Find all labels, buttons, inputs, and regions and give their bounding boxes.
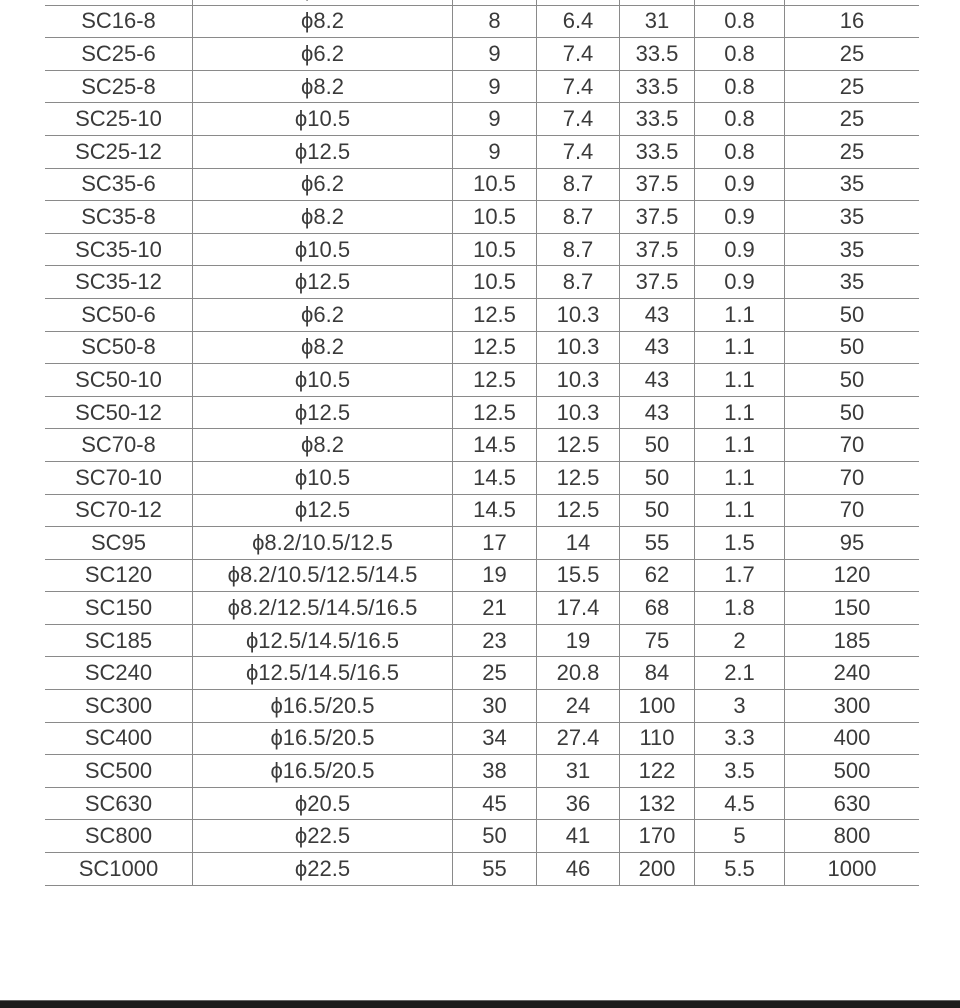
section-cell: 25 bbox=[785, 103, 920, 136]
hole-diameter-cell: ϕ6.2 bbox=[193, 298, 453, 331]
section-cell: 50 bbox=[785, 331, 920, 364]
table-row bbox=[45, 722, 919, 755]
table-row bbox=[45, 364, 919, 397]
model-cell: SC25-10 bbox=[45, 103, 193, 136]
model-cell: SC630 bbox=[45, 787, 193, 820]
dim-a-cell: 9 bbox=[453, 38, 537, 71]
dim-a-cell: 10.5 bbox=[453, 168, 537, 201]
dim-a-cell: 9 bbox=[453, 103, 537, 136]
section-cell: 630 bbox=[785, 787, 920, 820]
thickness-cell: 3.3 bbox=[695, 722, 785, 755]
dim-a-cell: 45 bbox=[453, 787, 537, 820]
thickness-cell: 0.8 bbox=[695, 5, 785, 38]
length-cell: 33.5 bbox=[620, 70, 695, 103]
hole-diameter-cell: ϕ12.5/14.5/16.5 bbox=[193, 624, 453, 657]
hole-diameter-cell: ϕ12.5 bbox=[193, 396, 453, 429]
thickness-cell: 1.1 bbox=[695, 331, 785, 364]
length-cell: 33.5 bbox=[620, 135, 695, 168]
section-cell: 50 bbox=[785, 396, 920, 429]
table-row bbox=[45, 233, 919, 266]
model-cell: SC25-8 bbox=[45, 70, 193, 103]
length-cell: 43 bbox=[620, 298, 695, 331]
dim-b-cell: 41 bbox=[537, 820, 620, 853]
thickness-cell: 1.8 bbox=[695, 592, 785, 625]
hole-diameter-cell: ϕ8.2/10.5/12.5/14.5 bbox=[193, 559, 453, 592]
section-cell: 35 bbox=[785, 201, 920, 234]
hole-diameter-cell: ϕ8.2 bbox=[193, 5, 453, 38]
dim-a-cell: 10.5 bbox=[453, 266, 537, 299]
thickness-cell: 1.1 bbox=[695, 396, 785, 429]
table-row bbox=[45, 168, 919, 201]
length-cell: 43 bbox=[620, 331, 695, 364]
table-row bbox=[45, 820, 919, 853]
length-cell: 50 bbox=[620, 461, 695, 494]
length-cell: 100 bbox=[620, 690, 695, 723]
dim-a-cell: 10.5 bbox=[453, 201, 537, 234]
length-cell: 31 bbox=[620, 5, 695, 38]
dim-b-cell: 20.8 bbox=[537, 657, 620, 690]
length-cell: 170 bbox=[620, 820, 695, 853]
hole-diameter-cell: ϕ12.5/14.5/16.5 bbox=[193, 657, 453, 690]
dim-b-cell: 19 bbox=[537, 624, 620, 657]
model-cell: SC185 bbox=[45, 624, 193, 657]
dim-a-cell: 9 bbox=[453, 135, 537, 168]
table-row bbox=[45, 396, 919, 429]
hole-diameter-cell: ϕ16.5/20.5 bbox=[193, 690, 453, 723]
thickness-cell: 4.5 bbox=[695, 787, 785, 820]
hole-diameter-cell: ϕ6.2 bbox=[193, 168, 453, 201]
dim-b-cell: 27.4 bbox=[537, 722, 620, 755]
table-row bbox=[45, 298, 919, 331]
table-row bbox=[45, 70, 919, 103]
dim-a-cell: 12.5 bbox=[453, 396, 537, 429]
hole-diameter-cell: ϕ6.2 bbox=[193, 38, 453, 71]
dim-a-cell: 38 bbox=[453, 755, 537, 788]
dim-a-cell: 25 bbox=[453, 657, 537, 690]
thickness-cell: 3.5 bbox=[695, 755, 785, 788]
model-cell: SC16-8 bbox=[45, 5, 193, 38]
spec-table bbox=[45, 0, 919, 886]
section-cell: 185 bbox=[785, 624, 920, 657]
length-cell: 75 bbox=[620, 624, 695, 657]
table-row bbox=[45, 429, 919, 462]
thickness-cell: 1.1 bbox=[695, 461, 785, 494]
dim-b-cell: 12.5 bbox=[537, 494, 620, 527]
section-cell: 1000 bbox=[785, 853, 920, 886]
thickness-cell: 0.8 bbox=[695, 70, 785, 103]
thickness-cell: 0.8 bbox=[695, 103, 785, 136]
thickness-cell: 1.5 bbox=[695, 527, 785, 560]
table-row bbox=[45, 5, 919, 38]
length-cell: 37.5 bbox=[620, 233, 695, 266]
hole-diameter-cell: ϕ8.2 bbox=[193, 429, 453, 462]
thickness-cell: 0.9 bbox=[695, 266, 785, 299]
dim-b-cell: 8.7 bbox=[537, 266, 620, 299]
thickness-cell: 1.7 bbox=[695, 559, 785, 592]
table-row bbox=[45, 266, 919, 299]
length-cell: 33.5 bbox=[620, 38, 695, 71]
section-cell: 35 bbox=[785, 168, 920, 201]
dim-b-cell: 46 bbox=[537, 853, 620, 886]
length-cell: 55 bbox=[620, 527, 695, 560]
dim-b-cell: 14 bbox=[537, 527, 620, 560]
length-cell: 200 bbox=[620, 853, 695, 886]
table-row bbox=[45, 592, 919, 625]
table-row bbox=[45, 461, 919, 494]
thickness-cell: 0.8 bbox=[695, 135, 785, 168]
section-cell: 25 bbox=[785, 135, 920, 168]
thickness-cell: 5 bbox=[695, 820, 785, 853]
table-row bbox=[45, 135, 919, 168]
dim-a-cell: 19 bbox=[453, 559, 537, 592]
model-cell: SC70-12 bbox=[45, 494, 193, 527]
thickness-cell: 1.1 bbox=[695, 494, 785, 527]
model-cell: SC35-6 bbox=[45, 168, 193, 201]
hole-diameter-cell: ϕ10.5 bbox=[193, 461, 453, 494]
thickness-cell: 0.9 bbox=[695, 201, 785, 234]
section-cell: 800 bbox=[785, 820, 920, 853]
table-row bbox=[45, 657, 919, 690]
length-cell: 110 bbox=[620, 722, 695, 755]
dim-a-cell: 12.5 bbox=[453, 364, 537, 397]
dim-b-cell: 8.7 bbox=[537, 168, 620, 201]
section-cell: 25 bbox=[785, 38, 920, 71]
model-cell: SC35-12 bbox=[45, 266, 193, 299]
dim-b-cell: 17.4 bbox=[537, 592, 620, 625]
dim-b-cell: 7.4 bbox=[537, 135, 620, 168]
thickness-cell: 0.9 bbox=[695, 168, 785, 201]
thickness-cell: 1.1 bbox=[695, 298, 785, 331]
dim-b-cell: 8.7 bbox=[537, 233, 620, 266]
section-cell: 35 bbox=[785, 233, 920, 266]
dim-b-cell: 12.5 bbox=[537, 429, 620, 462]
length-cell: 50 bbox=[620, 429, 695, 462]
table-row bbox=[45, 527, 919, 560]
dim-a-cell: 21 bbox=[453, 592, 537, 625]
dim-a-cell: 12.5 bbox=[453, 298, 537, 331]
hole-diameter-cell: ϕ12.5 bbox=[193, 494, 453, 527]
section-cell: 95 bbox=[785, 527, 920, 560]
dim-a-cell: 14.5 bbox=[453, 494, 537, 527]
length-cell: 43 bbox=[620, 396, 695, 429]
model-cell: SC25-12 bbox=[45, 135, 193, 168]
model-cell: SC1000 bbox=[45, 853, 193, 886]
hole-diameter-cell: ϕ16.5/20.5 bbox=[193, 755, 453, 788]
section-cell: 25 bbox=[785, 70, 920, 103]
dim-b-cell: 15.5 bbox=[537, 559, 620, 592]
hole-diameter-cell: ϕ12.5 bbox=[193, 135, 453, 168]
length-cell: 122 bbox=[620, 755, 695, 788]
section-cell: 120 bbox=[785, 559, 920, 592]
dim-b-cell: 10.3 bbox=[537, 331, 620, 364]
dim-a-cell: 12.5 bbox=[453, 331, 537, 364]
section-cell: 70 bbox=[785, 494, 920, 527]
model-cell: SC150 bbox=[45, 592, 193, 625]
model-cell: SC50-8 bbox=[45, 331, 193, 364]
length-cell: 50 bbox=[620, 494, 695, 527]
dim-b-cell: 24 bbox=[537, 690, 620, 723]
model-cell: SC70-10 bbox=[45, 461, 193, 494]
dim-b-cell: 6.4 bbox=[537, 5, 620, 38]
model-cell: SC35-8 bbox=[45, 201, 193, 234]
dim-a-cell: 50 bbox=[453, 820, 537, 853]
table-row bbox=[45, 559, 919, 592]
dim-a-cell: 17 bbox=[453, 527, 537, 560]
table-row bbox=[45, 103, 919, 136]
table-row bbox=[45, 201, 919, 234]
section-cell: 35 bbox=[785, 266, 920, 299]
dim-b-cell: 12.5 bbox=[537, 461, 620, 494]
model-cell: SC35-10 bbox=[45, 233, 193, 266]
thickness-cell: 3 bbox=[695, 690, 785, 723]
hole-diameter-cell: ϕ8.2 bbox=[193, 331, 453, 364]
hole-diameter-cell: ϕ10.5 bbox=[193, 233, 453, 266]
model-cell: SC400 bbox=[45, 722, 193, 755]
length-cell: 84 bbox=[620, 657, 695, 690]
hole-diameter-cell: ϕ8.2/10.5/12.5 bbox=[193, 527, 453, 560]
dim-b-cell: 10.3 bbox=[537, 298, 620, 331]
model-cell: SC50-12 bbox=[45, 396, 193, 429]
length-cell: 37.5 bbox=[620, 201, 695, 234]
dim-a-cell: 9 bbox=[453, 70, 537, 103]
table-row bbox=[45, 755, 919, 788]
section-cell: 16 bbox=[785, 5, 920, 38]
hole-diameter-cell: ϕ8.2 bbox=[193, 70, 453, 103]
table-row bbox=[45, 38, 919, 71]
section-cell: 50 bbox=[785, 364, 920, 397]
model-cell: SC95 bbox=[45, 527, 193, 560]
dim-a-cell: 8 bbox=[453, 5, 537, 38]
thickness-cell: 2.1 bbox=[695, 657, 785, 690]
hole-diameter-cell: ϕ12.5 bbox=[193, 266, 453, 299]
table-row bbox=[45, 853, 919, 886]
dim-a-cell: 23 bbox=[453, 624, 537, 657]
thickness-cell: 0.8 bbox=[695, 38, 785, 71]
length-cell: 43 bbox=[620, 364, 695, 397]
table-row bbox=[45, 624, 919, 657]
dim-b-cell: 7.4 bbox=[537, 103, 620, 136]
section-cell: 500 bbox=[785, 755, 920, 788]
length-cell: 132 bbox=[620, 787, 695, 820]
model-cell: SC240 bbox=[45, 657, 193, 690]
model-cell: SC300 bbox=[45, 690, 193, 723]
hole-diameter-cell: ϕ10.5 bbox=[193, 103, 453, 136]
thickness-cell: 2 bbox=[695, 624, 785, 657]
hole-diameter-cell: ϕ22.5 bbox=[193, 853, 453, 886]
thickness-cell: 1.1 bbox=[695, 364, 785, 397]
dim-a-cell: 55 bbox=[453, 853, 537, 886]
dim-a-cell: 14.5 bbox=[453, 429, 537, 462]
model-cell: SC50-10 bbox=[45, 364, 193, 397]
dim-a-cell: 14.5 bbox=[453, 461, 537, 494]
thickness-cell: 0.9 bbox=[695, 233, 785, 266]
section-cell: 50 bbox=[785, 298, 920, 331]
table-row bbox=[45, 494, 919, 527]
table-row bbox=[45, 690, 919, 723]
dim-b-cell: 10.3 bbox=[537, 364, 620, 397]
hole-diameter-cell: ϕ20.5 bbox=[193, 787, 453, 820]
length-cell: 37.5 bbox=[620, 168, 695, 201]
length-cell: 37.5 bbox=[620, 266, 695, 299]
hole-diameter-cell: ϕ8.2 bbox=[193, 201, 453, 234]
spec-table-body bbox=[45, 0, 919, 885]
dim-a-cell: 34 bbox=[453, 722, 537, 755]
dim-b-cell: 8.7 bbox=[537, 201, 620, 234]
hole-diameter-cell: ϕ10.5 bbox=[193, 364, 453, 397]
section-cell: 150 bbox=[785, 592, 920, 625]
section-cell: 70 bbox=[785, 429, 920, 462]
length-cell: 68 bbox=[620, 592, 695, 625]
dim-a-cell: 30 bbox=[453, 690, 537, 723]
dim-b-cell: 10.3 bbox=[537, 396, 620, 429]
dim-b-cell: 36 bbox=[537, 787, 620, 820]
model-cell: SC50-6 bbox=[45, 298, 193, 331]
thickness-cell: 5.5 bbox=[695, 853, 785, 886]
model-cell: SC25-6 bbox=[45, 38, 193, 71]
hole-diameter-cell: ϕ8.2/12.5/14.5/16.5 bbox=[193, 592, 453, 625]
section-cell: 70 bbox=[785, 461, 920, 494]
hole-diameter-cell: ϕ22.5 bbox=[193, 820, 453, 853]
dim-b-cell: 7.4 bbox=[537, 70, 620, 103]
dim-a-cell: 10.5 bbox=[453, 233, 537, 266]
section-cell: 400 bbox=[785, 722, 920, 755]
model-cell: SC500 bbox=[45, 755, 193, 788]
hole-diameter-cell: ϕ16.5/20.5 bbox=[193, 722, 453, 755]
length-cell: 62 bbox=[620, 559, 695, 592]
dim-b-cell: 31 bbox=[537, 755, 620, 788]
table-row bbox=[45, 331, 919, 364]
dim-b-cell: 7.4 bbox=[537, 38, 620, 71]
section-cell: 240 bbox=[785, 657, 920, 690]
table-row bbox=[45, 787, 919, 820]
model-cell: SC70-8 bbox=[45, 429, 193, 462]
section-cell: 300 bbox=[785, 690, 920, 723]
model-cell: SC120 bbox=[45, 559, 193, 592]
model-cell: SC800 bbox=[45, 820, 193, 853]
length-cell: 33.5 bbox=[620, 103, 695, 136]
thickness-cell: 1.1 bbox=[695, 429, 785, 462]
